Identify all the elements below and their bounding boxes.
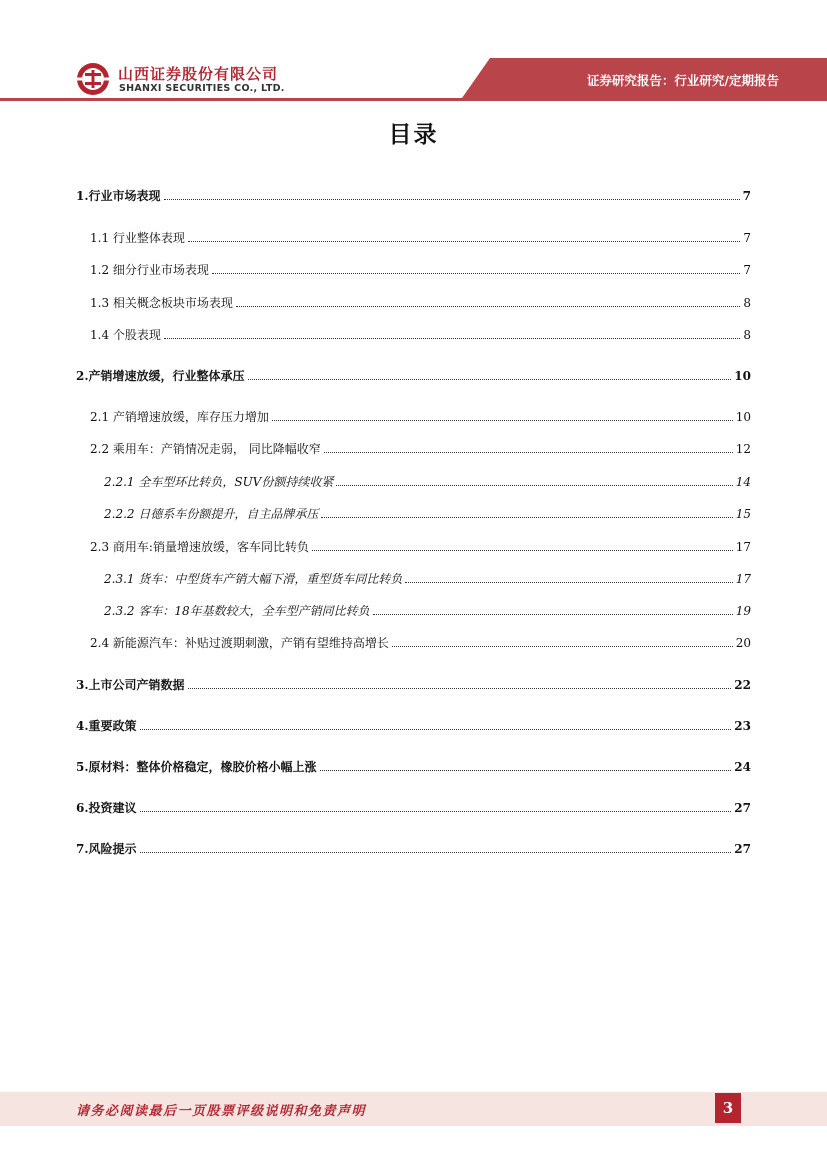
toc-entry[interactable]: [90, 635, 751, 651]
toc-entry[interactable]: [90, 539, 751, 555]
toc-leader: [236, 295, 740, 307]
toc-entry[interactable]: [76, 759, 751, 775]
toc-leader: [164, 327, 740, 339]
toc-entry-label: 3.上市公司产销数据: [76, 678, 185, 692]
toc-entry[interactable]: [104, 474, 751, 490]
toc-entry[interactable]: [76, 677, 751, 693]
toc-entry-page: 7: [743, 263, 751, 277]
page-number: 3: [715, 1093, 741, 1123]
report-type-label: 证券研究报告：行业研究/定期报告: [586, 73, 779, 88]
toc-entry-label: 2.2.1 全车型环比转负，SUV份额持续收紧: [104, 475, 334, 489]
company-name-en: SHANXI SECURITIES CO., LTD.: [119, 83, 285, 94]
toc-leader: [248, 368, 732, 380]
toc-entry-label: 2.1 产销增速放缓，库存压力增加: [90, 410, 269, 424]
toc-entry-label: 2.2 乘用车：产销情况走弱， 同比降幅收窄: [90, 442, 321, 456]
toc-entry[interactable]: [76, 368, 751, 384]
toc-entry-label: 2.3 商用车:销量增速放缓，客车同比转负: [90, 540, 309, 554]
toc-entry[interactable]: [76, 800, 751, 816]
toc-entry-page: 8: [743, 328, 751, 342]
toc-entry-label: 2.4 新能源汽车：补贴过渡期刺激，产销有望维持高增长: [90, 636, 389, 650]
toc-entry-label: 2.产销增速放缓，行业整体承压: [76, 369, 245, 383]
toc-entry-page: 15: [735, 507, 751, 521]
toc-entry-page: 19: [735, 604, 751, 618]
toc-entry-page: 17: [735, 572, 751, 586]
toc-entry-label: 1.1 行业整体表现: [90, 231, 185, 245]
toc-entry-page: 7: [743, 231, 751, 245]
toc-entry-page: 17: [735, 540, 751, 554]
toc-entry-page: 7: [742, 189, 751, 203]
toc-entry[interactable]: [90, 409, 751, 425]
toc-entry-label: 6.投资建议: [76, 801, 137, 815]
toc-entry-label: 1.4 个股表现: [90, 328, 161, 342]
toc-leader: [336, 474, 732, 486]
toc-entry[interactable]: [76, 841, 751, 857]
toc-entry-label: 2.3.1 货车：中型货车产销大幅下滑，重型货车同比转负: [104, 572, 403, 586]
toc-entry-label: 5.原材料：整体价格稳定，橡胶价格小幅上涨: [76, 760, 317, 774]
toc-entry[interactable]: [90, 295, 751, 311]
toc-entry[interactable]: [90, 230, 751, 246]
toc-leader: [312, 539, 733, 551]
toc-entry-page: 24: [734, 760, 751, 774]
toc-leader: [324, 441, 733, 453]
toc-entry[interactable]: [90, 441, 751, 457]
toc-leader: [140, 841, 732, 853]
toc-entry-label: 1.3 相关概念板块市场表现: [90, 296, 233, 310]
toc-entry-label: 7.风险提示: [76, 842, 137, 856]
toc-entry[interactable]: [90, 262, 751, 278]
toc-entry-page: 10: [734, 369, 751, 383]
toc-leader: [320, 759, 732, 771]
toc-title: 目录: [388, 122, 439, 148]
toc-entry-label: 1.行业市场表现: [76, 189, 161, 203]
toc-entry-page: 10: [735, 410, 751, 424]
toc-entry[interactable]: [104, 571, 751, 587]
toc-leader: [164, 188, 740, 200]
toc-entry[interactable]: [90, 327, 751, 343]
toc-leader: [405, 571, 732, 583]
toc-entry-page: 8: [743, 296, 751, 310]
toc-leader: [321, 506, 732, 518]
toc-entry-label: 1.2 细分行业市场表现: [90, 263, 209, 277]
footer-disclaimer: 请务必阅读最后一页股票评级说明和免责声明: [76, 1104, 367, 1119]
toc-entry-label: 2.2.2 日德系车份额提升，自主品牌承压: [104, 507, 319, 521]
toc-entry-page: 22: [734, 678, 751, 692]
toc-entry[interactable]: [76, 718, 751, 734]
toc-entry-page: 12: [735, 442, 751, 456]
toc-leader: [272, 409, 733, 421]
company-name-cn: 山西证券股份有限公司: [118, 65, 279, 83]
toc-entry-page: 14: [735, 475, 751, 489]
toc-entry-page: 20: [735, 636, 751, 650]
toc-leader: [188, 677, 732, 689]
toc-leader: [140, 800, 732, 812]
toc-entry-page: 27: [734, 801, 751, 815]
toc-leader: [212, 262, 740, 274]
toc-entry[interactable]: [104, 603, 751, 619]
toc-leader: [140, 718, 732, 730]
toc-leader: [188, 230, 740, 242]
toc-entry[interactable]: [104, 506, 751, 522]
toc-leader: [392, 635, 733, 647]
toc-entry-page: 27: [734, 842, 751, 856]
toc-entry-label: 4.重要政策: [76, 719, 137, 733]
toc-leader: [373, 603, 733, 615]
toc-entry[interactable]: [76, 188, 751, 204]
toc-entry-label: 2.3.2 客车：18年基数较大，全车型产销同比转负: [104, 604, 370, 618]
toc-entry-page: 23: [734, 719, 751, 733]
